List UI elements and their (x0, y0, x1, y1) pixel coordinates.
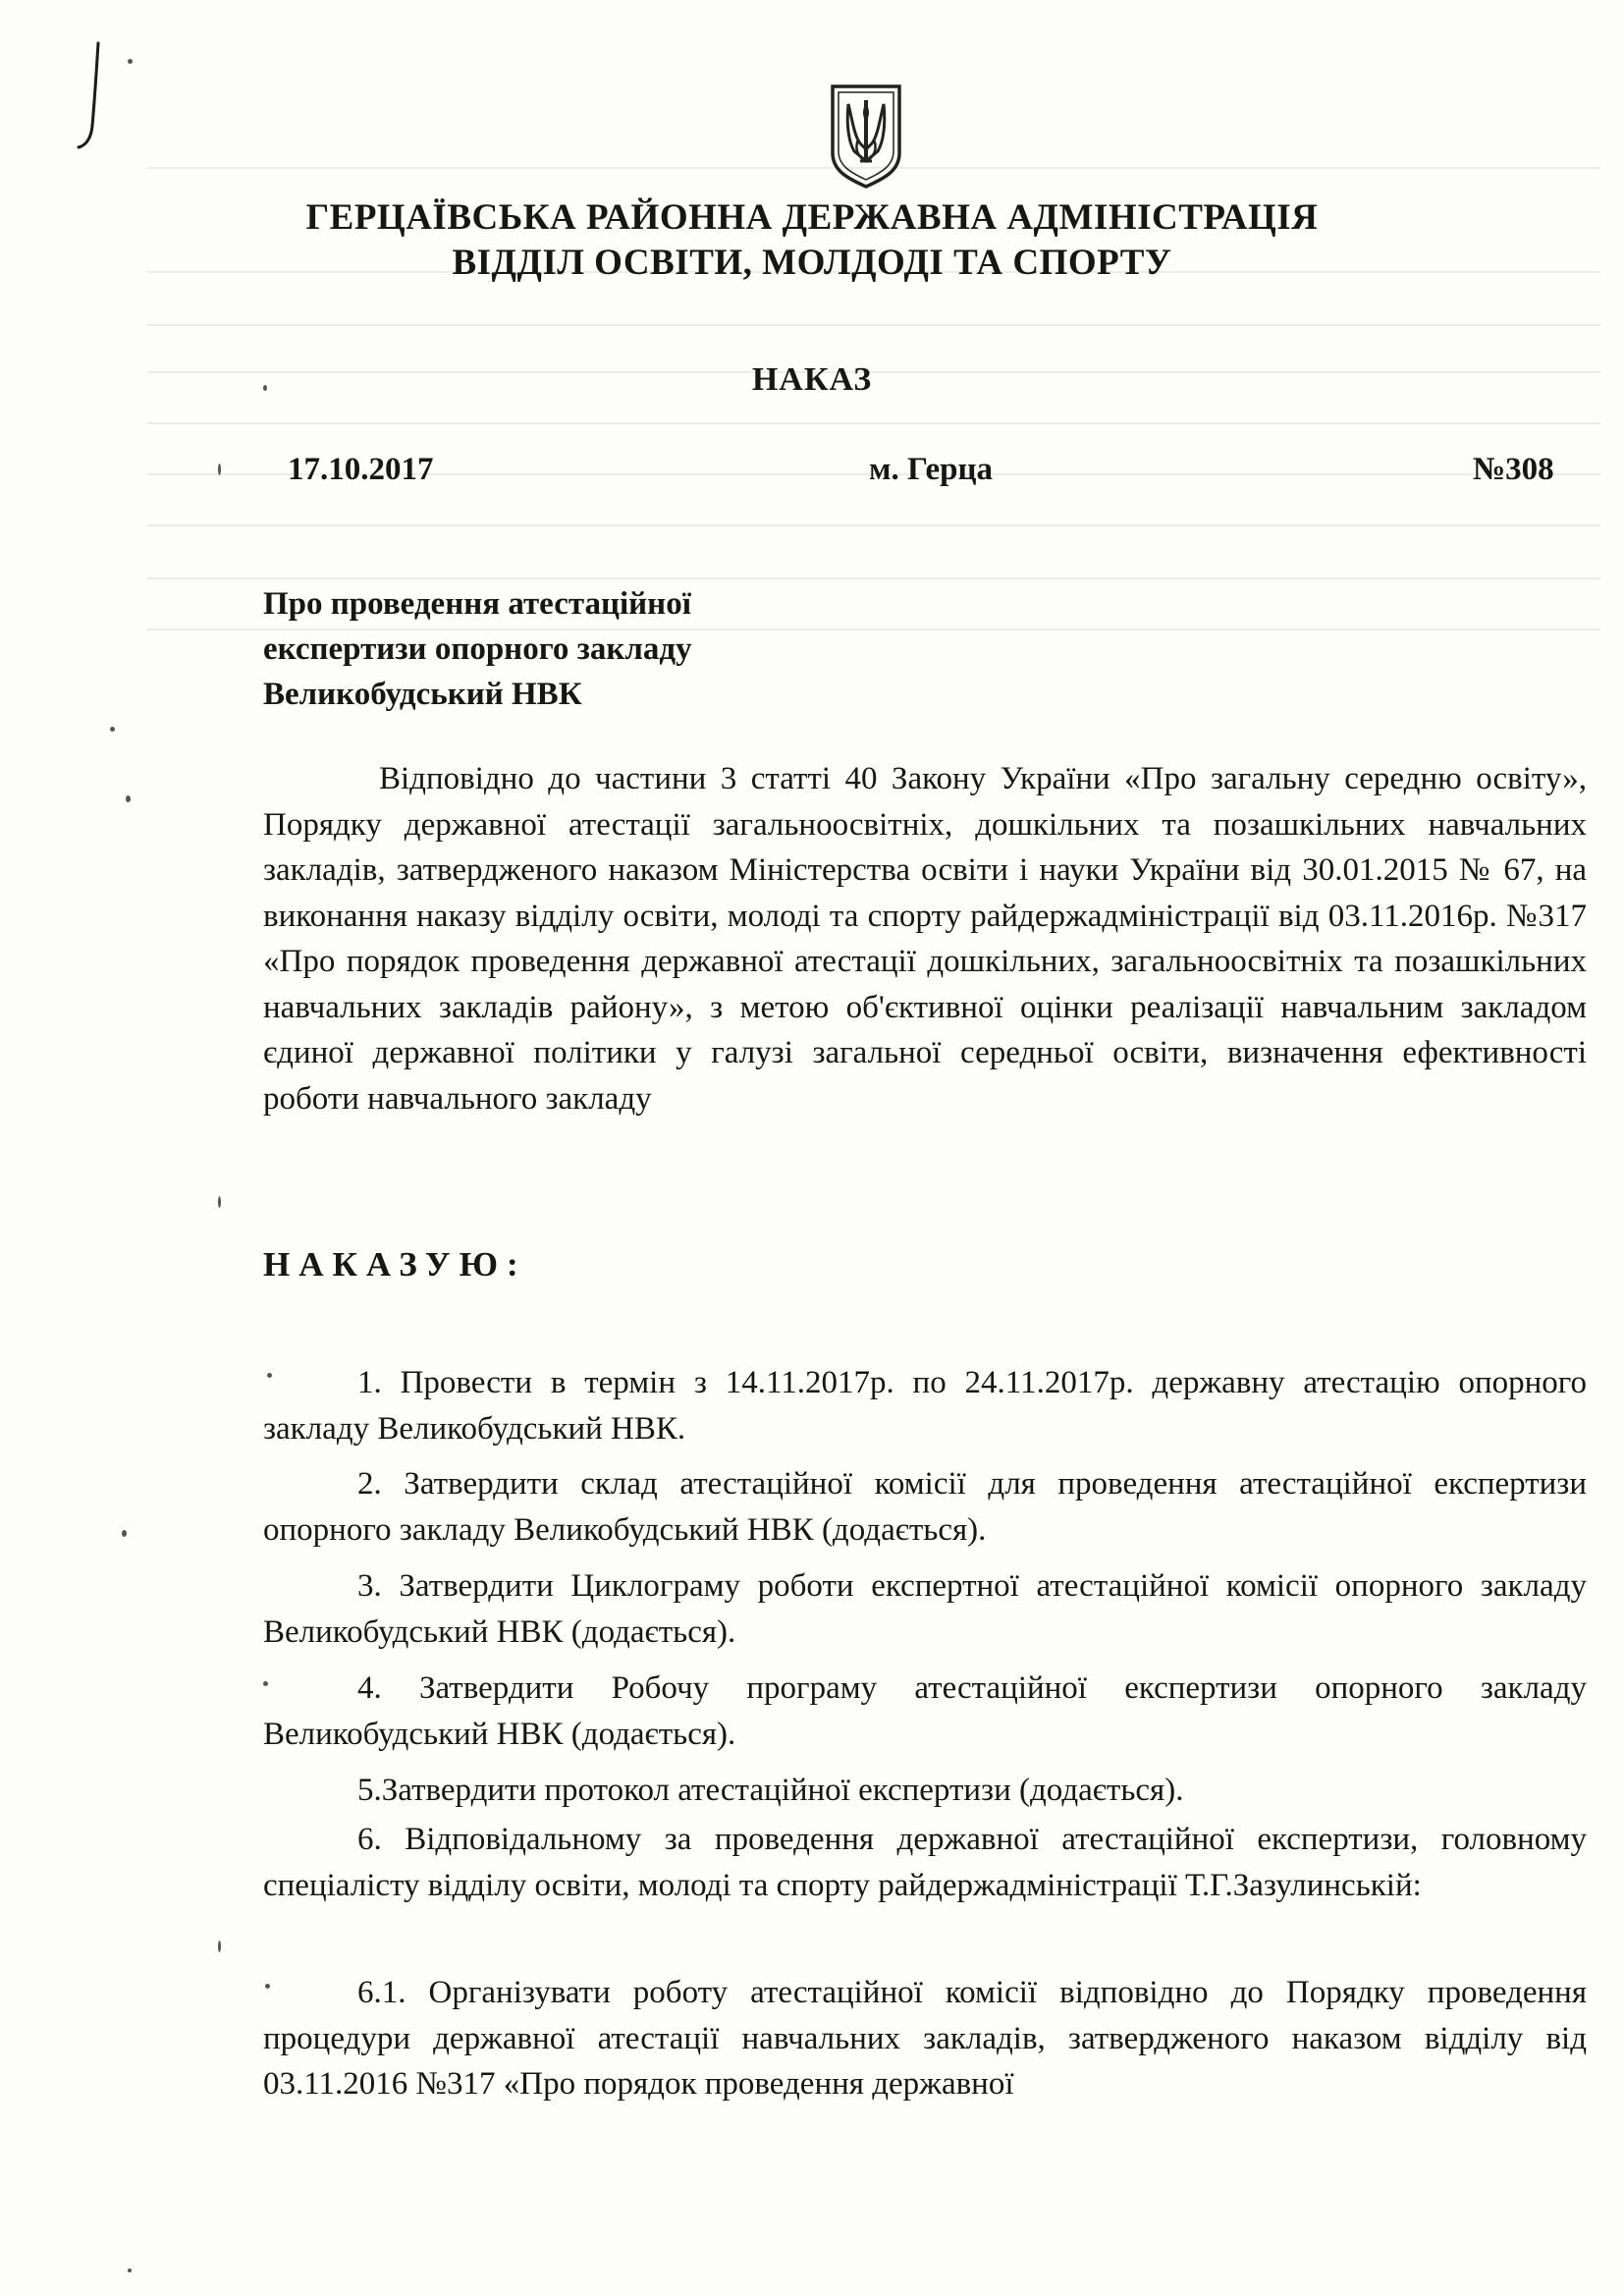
coat-of-arms-of-ukraine-icon (829, 81, 903, 191)
order-item: 4. Затвердити Робочу програму атестаційної експертизи опорного закладу Великобудський НВК (додається). (263, 1670, 1587, 1752)
scan-ghost-line (147, 324, 1600, 326)
orders-heading: НАКАЗУЮ: (263, 1245, 527, 1284)
scan-speck (128, 59, 133, 64)
department-name: ВІДДІЛ ОСВІТИ, МОЛДОДІ ТА СПОРТУ (452, 243, 1172, 283)
scan-ghost-line (147, 524, 1600, 526)
scan-speck (218, 1941, 221, 1952)
subject-line: Великобудський НВК (263, 677, 582, 712)
order-item: 6. Відповідальному за проведення державної атестаційної експертизи, головному спеціалісту відділу освіти, молоді та спорту райдержадміністрації Т.Г.Зазулинській: (263, 1822, 1587, 1903)
order-item: 1. Провести в термін з 14.11.2017р. по 24.11.2017р. державну атестацію опорного закладу Великобудський НВК. (263, 1365, 1587, 1447)
scan-speck (218, 1196, 221, 1208)
order-item: 2. Затвердити склад атестаційної комісії для проведення атестаційної експертизи опорного закладу Великобудський НВК (додається). (263, 1466, 1587, 1548)
organization-name: ГЕРЦАЇВСЬКА РАЙОННА ДЕРЖАВНА АДМІНІСТРАЦІЯ (305, 197, 1319, 238)
subject-line: Про проведення атестаційної (263, 586, 691, 622)
scan-speck (128, 2269, 132, 2272)
subject-line: експертизи опорного закладу (263, 631, 692, 667)
order-item: 3. Затвердити Циклограму роботи експертної атестаційної комісії опорного закладу Великобудський НВК (додається). (263, 1568, 1587, 1650)
scan-ghost-line (147, 422, 1600, 424)
handwritten-mark-icon (59, 35, 118, 153)
scan-ghost-line (147, 577, 1600, 579)
order-city: м. Герца (869, 452, 993, 487)
scan-speck (218, 464, 221, 475)
scan-speck (126, 795, 131, 802)
document-title: НАКАЗ (751, 361, 873, 398)
scan-speck (122, 1530, 127, 1537)
order-date: 17.10.2017 (288, 452, 434, 487)
order-subitem: 6.1. Організувати роботу атестаційної комісії відповідно до Порядку проведення процедури державної атестації навчальних закладів, затвердженого наказом відділу від 03.11.2016 №317 «Про порядок проведення державної (263, 1975, 1587, 2102)
preamble-paragraph: Відповідно до частини 3 статті 40 Закону України «Про загальну середню освіту», Порядку державної атестації загальноосвітніх, дошкільних та позашкільних навчальних закладів, затвердженого наказом Міністерства освіти і науки України від 30.01.2015 № 67, на виконання наказу відділу освіти, молоді та спорту райдержадміністрації від 03.11.2016р. №317 «Про порядок проведення державної атестації дошкільних, загальноосвітніх та позашкільних навчальних закладів району», з метою об'єктивної оцінки реалізації навчальним закладом єдиної державної політики у галузі загальної середньої освіти, визначення ефективності роботи навчального закладу (263, 761, 1587, 1117)
order-number: №308 (1473, 452, 1554, 487)
order-item: 5.Затвердити протокол атестаційної експертизи (додається). (357, 1773, 1184, 1808)
order-subject (263, 581, 950, 717)
scan-speck (110, 727, 115, 732)
